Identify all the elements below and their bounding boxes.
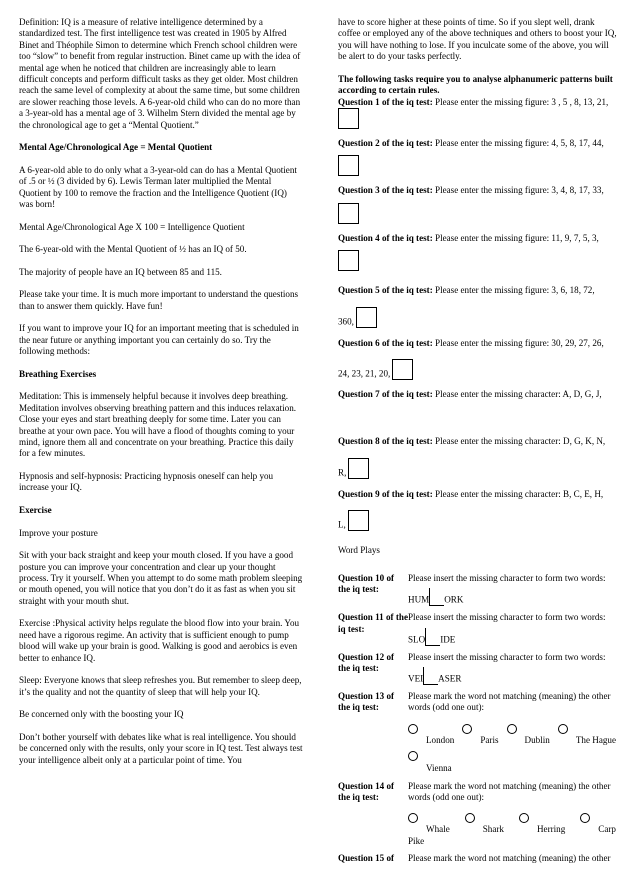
take-time-note: Please take your time. It is much more important to understand the questions than to answer them quickly. Have fun! <box>19 289 299 311</box>
iq-majority: The majority of people have an IQ between 85 and 115. <box>19 266 222 277</box>
q4-answer-input[interactable] <box>338 250 359 271</box>
q14-option-shark[interactable]: Shark <box>465 813 504 835</box>
improve-iq-intro: If you want to improve your IQ for an important meeting that is scheduled in the near future or anything important you can certainly do so. Try the following methods: <box>19 323 299 357</box>
hypnosis-paragraph: Hypnosis and self-hypnosis: Practicing hypnosis oneself can help you increase your IQ. <box>19 471 274 493</box>
left-column <box>19 17 303 777</box>
question-8: Question 8 of the iq test: Please enter the missing character: D, G, K, N, R, <box>338 436 606 478</box>
question-11: Question 11 of the iq test: Please insert the missing character to form two words: SLO IDE <box>338 612 606 645</box>
breathing-heading: Breathing Exercises <box>19 368 97 379</box>
q14-option-herring[interactable]: Herring <box>519 813 565 835</box>
question-1: Question 1 of the iq test: Please enter the missing figure: 3 , 5 , 8, 13, 21, <box>338 97 618 129</box>
q14-option-pike[interactable]: Pike <box>408 835 425 846</box>
question-10: Question 10 of the iq test: Please insert the missing character to form two words: HUM ORK <box>338 572 606 605</box>
q13-option-london[interactable]: London <box>408 724 454 746</box>
q5-answer-input[interactable] <box>356 307 377 328</box>
question-15: Question 15 of Please mark the word not matching (meaning) the other <box>338 853 611 864</box>
definition-paragraph: Definition: IQ is a measure of relative intelligence determined by a standardized test. The first intelligence test was created in 1905 by Alfred Binet and Théophile Simon to determine which French school children were too “slow” to benefit from regular instruction. Binet came up with the idea of mental age when he noticed that children are increasingly able to learn difficult concepts and perform difficult tasks as they get older. Most children reach the same level of complexity at about the same time, but some children are slower reaching those levels. A 6-year-old child who can do no more than a 3-year-old has a mental age of 3. Wilhelm Stern divided the mental age by the chronological age to get a “Mental Quotient.” <box>19 17 301 130</box>
q11-answer-input[interactable] <box>425 628 440 646</box>
boost-iq-line: Be concerned only with the boosting your IQ <box>19 709 184 720</box>
exercise-heading: Exercise <box>19 505 52 516</box>
question-5: Question 5 of the iq test: Please enter the missing figure: 3, 6, 18, 72, 360, <box>338 285 595 327</box>
question-14: Question 14 of the iq test: Please mark the word not matching (meaning) the other words (odd one out): Whale Shark Herring Carp Pike <box>338 781 618 848</box>
q13-option-paris[interactable]: Paris <box>462 724 498 746</box>
iq-example: The 6-year-old with the Mental Quotient of ½ has an IQ of 50. <box>19 244 247 255</box>
q13-option-vienna[interactable]: Vienna <box>408 751 618 774</box>
question-9: Question 9 of the iq test: Please enter the missing character: B, C, E, H, L, <box>338 488 604 530</box>
question-7: Question 7 of the iq test: Please enter the missing character: A, D, G, J, <box>338 389 602 400</box>
right-column <box>338 17 618 871</box>
q9-answer-input[interactable] <box>348 510 369 531</box>
q1-answer-input[interactable] <box>338 108 359 129</box>
physical-activity-paragraph: Exercise :Physical activity helps regulate the blood flow into your brain. You need have a rigorous regime. An activity that is sufficient enough to pump blood will wake up your brain is good. Walking is good and aerobics is even better to enhance IQ. <box>19 618 300 663</box>
question-3: Question 3 of the iq test: Please enter the missing figure: 3, 4, 8, 17, 33, <box>338 185 618 223</box>
mental-quotient-formula: Mental Age/Chronological Age = Mental Quotient <box>19 142 213 153</box>
question-6: Question 6 of the iq test: Please enter the missing figure: 30, 29, 27, 26, 24, 23, 21, 20, <box>338 337 604 379</box>
meditation-paragraph: Meditation: This is immensely helpful because it involves deep breathing. Meditation involves observing breathing pattern and this induces relaxation. Close your eyes and start breathing deeply for some time. Later you can breathe at your own pace. You will have a flood of thoughts coming to your mind, ignore them all and concentrate on your breathing. Practice this daily for a few minutes. <box>19 391 297 459</box>
question-4: Question 4 of the iq test: Please enter the missing figure: 11, 9, 7, 5, 3, <box>338 233 618 271</box>
q14-option-carp[interactable]: Carp <box>580 813 616 835</box>
tasks-intro: The following tasks require you to analyse alphanumeric patterns built according to certain rules. <box>338 73 613 96</box>
sleep-paragraph: Sleep: Everyone knows that sleep refreshes you. But remember to sleep deep, it’s the quality and not the quantity of sleep that will help your IQ. <box>19 675 302 697</box>
q13-option-dublin[interactable]: Dublin <box>507 724 550 746</box>
q14-option-whale[interactable]: Whale <box>408 813 450 835</box>
mental-quotient-example: A 6-year-old able to do only what a 3-year-old can do has a Mental Quotient of .5 or ½ (3 divided by 6). Lewis Terman later multiplied the Mental Quotient by 100 to remove the fraction and the Intelligence Quotient (IQ) was born! <box>19 164 297 210</box>
word-plays-heading: Word Plays <box>338 545 380 556</box>
q2-answer-input[interactable] <box>338 155 359 176</box>
q13-option-the-hague[interactable]: The Hague <box>558 724 616 746</box>
question-12: Question 12 of the iq test: Please insert the missing character to form two words: VEI ASER <box>338 651 606 684</box>
posture-paragraph: Sit with your back straight and keep your mouth closed. If you have a good posture you can improve your concentration and clear up your thought process. Try it yourself. When you attempt to do some math problem sleeping or mouth opened, you will notice that you don’t do it as fast as when you sit straight with your mouth shut. <box>19 550 303 606</box>
q8-answer-input[interactable] <box>348 458 369 479</box>
question-2: Question 2 of the iq test: Please enter the missing figure: 4, 5, 8, 17, 44, <box>338 138 618 176</box>
debates-paragraph: Don’t bother yourself with debates like what is real intelligence. You should be concerned only with the results, only your score in IQ test. Test always test your intelligence albeit only at a particular point of time. You <box>19 731 303 765</box>
q3-answer-input[interactable] <box>338 203 359 224</box>
iq-formula: Mental Age/Chronological Age X 100 = Intelligence Quotient <box>19 221 245 232</box>
q10-answer-input[interactable] <box>429 588 444 606</box>
q12-answer-input[interactable] <box>423 667 438 685</box>
continuation-paragraph: have to score higher at these points of time. So if you slept well, drank coffee or employed any of the above techniques and others to boost your IQ, you will have nothing to lose. If you inculcate some of the above, you will be alert to do your tasks perfectly. <box>338 17 617 62</box>
q6-answer-input[interactable] <box>392 359 413 380</box>
posture-subheading: Improve your posture <box>19 527 98 538</box>
question-13: Question 13 of the iq test: Please mark the word not matching (meaning) the other words (odd one out): London Paris Dublin The Hague Vienna <box>338 690 616 774</box>
